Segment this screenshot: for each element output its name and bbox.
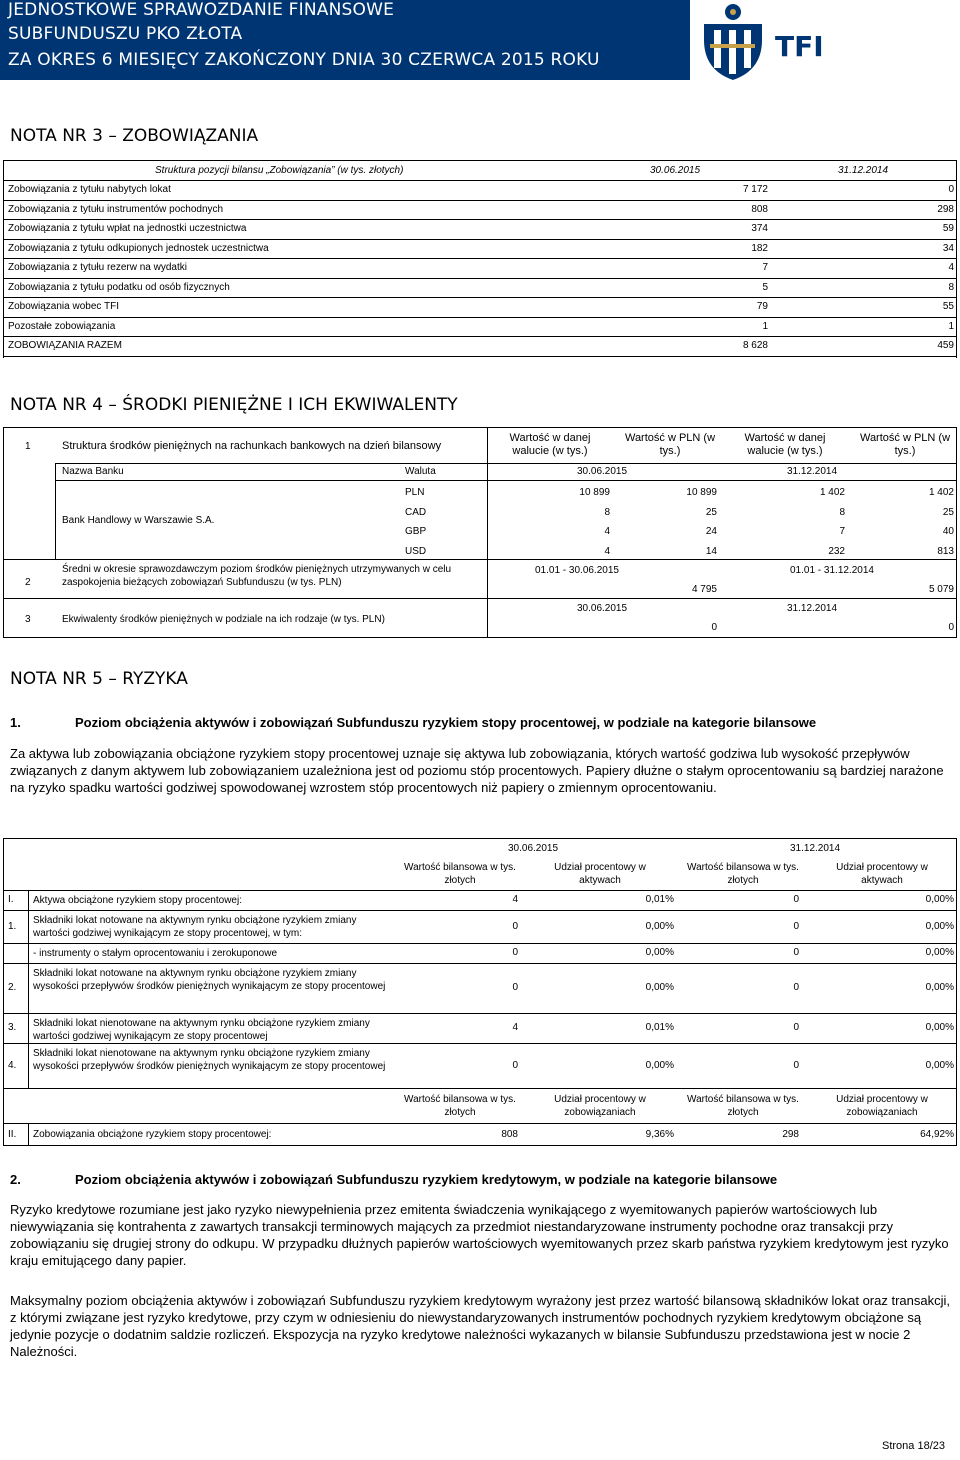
nota4-date1: 30.06.2015 <box>577 466 628 477</box>
risk-h2-val2: Wartość bilansowa w tys. złotych <box>687 1094 799 1118</box>
value-pln-2015: 10 899 <box>686 487 717 498</box>
row-value-2014: 8 <box>948 281 954 293</box>
row-value-2015: 182 <box>751 242 768 254</box>
row-pct-2015: 0,00% <box>645 947 674 958</box>
risk-h-pct1: Udział procentowy w aktywach <box>554 862 646 886</box>
nota4-item1-label: Struktura środków pieniężnych na rachunkach bankowych na dzień bilansowy <box>62 440 442 452</box>
risk-h-pct2: Udział procentowy w aktywach <box>836 862 928 886</box>
nota4-item3-label: Ekwiwalenty środków pieniężnych w podziale na ich rodzaje (w tys. PLN) <box>62 614 385 625</box>
table-row-divider <box>3 297 957 298</box>
risk-h2-val1: Wartość bilansowa w tys. złotych <box>404 1094 516 1118</box>
table-column-divider <box>28 943 29 963</box>
nota4-currency-header: Waluta <box>405 466 436 477</box>
row-pct-2015: 0,01% <box>645 1022 674 1033</box>
row-value-2014: 298 <box>937 203 954 215</box>
nota5-s1-text: Za aktywa lub zobowiązania obciążone ryzykiem stopy procentowej uznaje się aktywa lub zobowiązania, których wartość godziwa lub wysokość przepływów związanych z danym aktywem lub zobowiązaniem uzależniona jest od poziomu stóp procentowych. Papiery dłużne o stałym oprocentowaniu są bardziej narażone na ryzyko spadku wartości godziwej spowodowanej wzrostem stóp procentowych niż papiery o zmiennym oprocentowaniu. <box>10 746 944 795</box>
risk-rowII-p2: 64,92% <box>920 1129 954 1140</box>
risk-rowII-v1: 808 <box>501 1129 518 1140</box>
row-value-2015: 0 <box>512 947 518 958</box>
logo-text: TFI <box>775 30 824 63</box>
row-label: Zobowiązania z tytułu wpłat na jednostki uczestnictwa <box>8 223 247 234</box>
risk-h2-pct1: Udział procentowy w zobowiązaniach <box>554 1094 646 1118</box>
nota4-bank-name: Bank Handlowy w Warszawie S.A. <box>62 515 215 526</box>
nota4-title: NOTA NR 4 – ŚRODKI PIENIĘŻNE I ICH EKWIWALENTY <box>10 395 458 415</box>
table-row-divider <box>3 278 957 279</box>
value-pln-2014: 25 <box>942 506 954 518</box>
row-value-2015: 0 <box>512 1059 518 1071</box>
row-value-2014: 34 <box>942 242 954 254</box>
row-label: Składniki lokat notowane na aktywnym rynku obciążone ryzykiem zmiany wysokości przepływów środków pieniężnych wynikającym ze stopy procentowej <box>33 968 386 992</box>
nota4-col-h1: Wartość w danej walucie (w tys.) <box>509 432 591 457</box>
row-value-2014: 1 <box>948 320 954 332</box>
row-value-2015: 0 <box>512 920 518 932</box>
nota4-item2-value1: 4 795 <box>691 584 717 595</box>
table-column-divider <box>28 1043 29 1088</box>
row-pct-2015: 0,00% <box>645 1059 674 1071</box>
report-title-line2: SUBFUNDUSZU PKO ZŁOTA <box>8 24 243 44</box>
nota3-col1: 30.06.2015 <box>650 165 701 176</box>
risk-rowII-p1: 9,36% <box>645 1129 674 1140</box>
row-value-2015: 1 <box>762 320 768 332</box>
nota3-header-label: Struktura pozycji bilansu „Zobowiązania” (w tys. złotych) <box>155 165 404 176</box>
row-value-2015: 374 <box>751 223 768 234</box>
row-value-2014: 0 <box>793 920 799 932</box>
nota4-item3-value1: 0 <box>711 622 717 633</box>
row-value-2014: 0 <box>948 184 954 195</box>
row-value-2014: 4 <box>948 262 954 273</box>
row-label: Aktywa obciążone ryzykiem stopy procentowej: <box>33 895 242 906</box>
nota5-s2-title: Poziom obciążenia aktywów i zobowiązań Subfunduszu ryzykiem kredytowym, w podziale na kategorie bilansowe <box>75 1172 778 1187</box>
nota4-item2-period2: 01.01 - 31.12.2014 <box>790 565 874 576</box>
table-row-divider <box>3 258 957 259</box>
nota4-item2-no: 2 <box>25 577 31 588</box>
nota5-s1-no: 1. <box>10 715 21 730</box>
row-value-2015: 79 <box>756 301 768 312</box>
risk-date2: 31.12.2014 <box>790 843 841 854</box>
page-number: Strona 18/23 <box>882 1440 945 1452</box>
risk-h-val2: Wartość bilansowa w tys. złotych <box>687 862 799 886</box>
row-label: Składniki lokat nienotowane na aktywnym rynku obciążone ryzykiem zmiany wartości godziwej wynikającym ze stopy procentowej <box>33 1018 370 1042</box>
table-column-divider <box>28 890 29 910</box>
nota4-col-h4: Wartość w PLN (w tys.) <box>859 432 951 457</box>
nota4-item3-no: 3 <box>25 614 31 625</box>
pko-logo-icon <box>700 0 766 80</box>
nota3-title: NOTA NR 3 – ZOBOWIĄZANIA <box>10 126 259 146</box>
row-value-2015: 4 <box>512 894 518 905</box>
table-row-divider <box>3 943 957 944</box>
table-row-divider <box>3 890 957 891</box>
row-value-2015: 808 <box>751 203 768 215</box>
table-row-divider <box>3 910 957 911</box>
value-pln-2015: 14 <box>705 545 717 557</box>
row-value-2014: 0 <box>793 1022 799 1033</box>
row-label: Zobowiązania z tytułu nabytych lokat <box>8 184 171 195</box>
table-row-divider <box>3 219 957 220</box>
row-value-2015: 7 172 <box>742 184 768 195</box>
nota4-item3-date1: 30.06.2015 <box>577 603 628 614</box>
nota3-col2: 31.12.2014 <box>838 165 889 176</box>
row-label: Składniki lokat notowane na aktywnym rynku obciążone ryzykiem zmiany wartości godziwej wynikającym ze stopy procentowej, w tym: <box>33 915 357 939</box>
value-currency-2014: 232 <box>828 545 845 557</box>
row-value-2015: 0 <box>512 982 518 993</box>
row-number: I. <box>8 894 14 905</box>
nota4-item1-no: 1 <box>25 441 31 452</box>
row-value-2015: 5 <box>762 281 768 293</box>
table-column-divider <box>28 963 29 1013</box>
row-label: Zobowiązania z tytułu odkupionych jednostek uczestnictwa <box>8 242 269 254</box>
row-value-2014: 0 <box>793 894 799 905</box>
row-pct-2014: 0,00% <box>925 894 954 905</box>
row-label: Zobowiązania z tytułu podatku od osób fizycznych <box>8 281 230 293</box>
row-pct-2014: 0,00% <box>925 1022 954 1033</box>
value-currency-2015: 8 <box>604 506 610 518</box>
table-row-divider <box>3 239 957 240</box>
table-column-divider <box>28 1013 29 1043</box>
nota4-bank-header: Nazwa Banku <box>62 466 124 477</box>
row-value-2014: 0 <box>793 1059 799 1071</box>
table-column-divider <box>28 910 29 943</box>
row-label: Składniki lokat nienotowane na aktywnym rynku obciążone ryzykiem zmiany wysokości przepływów środków pieniężnych wynikającym ze stopy procentowej <box>33 1048 386 1072</box>
risk-date1: 30.06.2015 <box>508 843 559 854</box>
table-row-divider <box>3 1088 957 1089</box>
row-pct-2014: 0,00% <box>925 947 954 958</box>
row-label: Zobowiązania wobec TFI <box>8 301 119 312</box>
value-currency-2014: 7 <box>839 526 845 537</box>
value-currency-2015: 4 <box>604 526 610 537</box>
table-row-divider <box>3 317 957 318</box>
nota5-s2-text1: Ryzyko kredytowe rozumiane jest jako ryzyko niewypełnienia przez emitenta świadczenia wynikającego z wyemitowanych papierów wartościowych lub niewywiązania się kontrahenta z zawartych transakcji terminowych mających za przedmiot niestandaryzowane instrumenty pochodne oraz transakcji przy zobowiązaniu się drugiej strony do odkupu. W przypadku dłużnych papierów wartościowych wyemitowanych przez skarb państwa ryzykiem kredytowym jest ryzyko kraju emitującego dany papier. <box>10 1202 949 1268</box>
nota5-s1-title: Poziom obciążenia aktywów i zobowiązań Subfunduszu ryzykiem stopy procentowej, w podziale na kategorie bilansowe <box>75 715 817 730</box>
nota4-item3-date2: 31.12.2014 <box>787 603 838 614</box>
value-pln-2015: 25 <box>705 506 717 518</box>
risk-rowII-no: II. <box>8 1129 17 1140</box>
row-number: 1. <box>8 920 17 932</box>
row-number: 3. <box>8 1022 17 1033</box>
nota5-s2-no: 2. <box>10 1172 21 1187</box>
nota4-item2-period1: 01.01 - 30.06.2015 <box>535 565 619 576</box>
row-value-2015: 4 <box>512 1022 518 1033</box>
value-pln-2014: 1 402 <box>928 487 954 498</box>
currency-code: GBP <box>405 526 427 537</box>
row-label: Zobowiązania z tytułu instrumentów pochodnych <box>8 203 224 215</box>
row-number: 2. <box>8 982 17 993</box>
row-value-2014: 459 <box>937 340 954 351</box>
value-pln-2015: 24 <box>705 526 717 537</box>
report-title-line1: JEDNOSTKOWE SPRAWOZDANIE FINANSOWE <box>8 0 395 20</box>
value-currency-2014: 8 <box>839 506 845 518</box>
row-pct-2015: 0,01% <box>645 894 674 905</box>
row-pct-2015: 0,00% <box>645 920 674 932</box>
table-row-divider <box>3 963 957 964</box>
row-label: Zobowiązania z tytułu rezerw na wydatki <box>8 262 187 273</box>
nota5-s2-text2: Maksymalny poziom obciążenia aktywów i zobowiązań Subfunduszu ryzykiem kredytowym wyrażony jest przez wartość bilansową składników lokat oraz transakcji, z którymi związane jest ryzyko kredytowe, przy czym w odniesieniu do niewystandaryzowanych instrumentów pochodnych ryzykiem kredytowym obciążone są jedynie pozycje o dodatnim saldzie rozliczeń. Ekspozycja na ryzyko kredytowe należności wykazanych w bilansie Subfunduszu przedstawiona jest w nocie 2 Należności. <box>10 1293 950 1359</box>
risk-rowII-label: Zobowiązania obciążone ryzykiem stopy procentowej: <box>33 1129 272 1140</box>
risk-rowII-v2: 298 <box>782 1129 799 1140</box>
nota4-item2-label: Średni w okresie sprawozdawczym poziom środków pieniężnych utrzymywanych w celu zaspokojenia bieżących zobowiązań Subfunduszu (w tys. PLN) <box>62 564 452 588</box>
value-pln-2014: 813 <box>937 545 954 557</box>
row-value-2014: 0 <box>793 982 799 993</box>
nota4-col-h2: Wartość w PLN (w tys.) <box>624 432 716 457</box>
report-header-banner <box>0 0 690 80</box>
table-row-divider <box>3 356 957 357</box>
currency-code: CAD <box>405 506 427 518</box>
row-pct-2015: 0,00% <box>645 982 674 993</box>
row-value-2014: 0 <box>793 947 799 958</box>
row-label: - instrumenty o stałym oprocentowaniu i zerokuponowe <box>33 948 278 959</box>
nota5-title: NOTA NR 5 – RYZYKA <box>10 669 188 689</box>
nota4-item3-value2: 0 <box>948 622 954 633</box>
currency-code: PLN <box>405 487 425 498</box>
row-label: Pozostałe zobowiązania <box>8 320 116 332</box>
value-currency-2015: 4 <box>604 545 610 557</box>
table-row-divider <box>3 200 957 201</box>
currency-code: USD <box>405 545 427 557</box>
table-row-divider <box>3 180 957 181</box>
row-pct-2014: 0,00% <box>925 982 954 993</box>
row-value-2014: 59 <box>942 223 954 234</box>
risk-h-val1: Wartość bilansowa w tys. złotych <box>404 862 516 886</box>
row-pct-2014: 0,00% <box>925 920 954 932</box>
row-value-2014: 55 <box>942 301 954 312</box>
nota4-col-h3: Wartość w danej walucie (w tys.) <box>744 432 826 457</box>
row-number: 4. <box>8 1059 17 1071</box>
value-currency-2015: 10 899 <box>579 487 610 498</box>
risk-h2-pct2: Udział procentowy w zobowiązaniach <box>836 1094 928 1118</box>
table-row-divider <box>3 1043 957 1044</box>
row-label: ZOBOWIĄZANIA RAZEM <box>8 340 122 351</box>
nota4-date2: 31.12.2014 <box>787 466 838 477</box>
nota4-item2-value2: 5 079 <box>928 584 954 595</box>
row-pct-2014: 0,00% <box>925 1059 954 1071</box>
row-value-2015: 8 628 <box>742 340 768 351</box>
value-pln-2014: 40 <box>942 526 954 537</box>
report-title-line3: ZA OKRES 6 MIESIĘCY ZAKOŃCZONY DNIA 30 CZERWCA 2015 ROKU <box>8 50 600 70</box>
table-row-divider <box>3 336 957 337</box>
row-value-2015: 7 <box>762 262 768 273</box>
table-row-divider <box>3 1013 957 1014</box>
value-currency-2014: 1 402 <box>819 487 845 498</box>
